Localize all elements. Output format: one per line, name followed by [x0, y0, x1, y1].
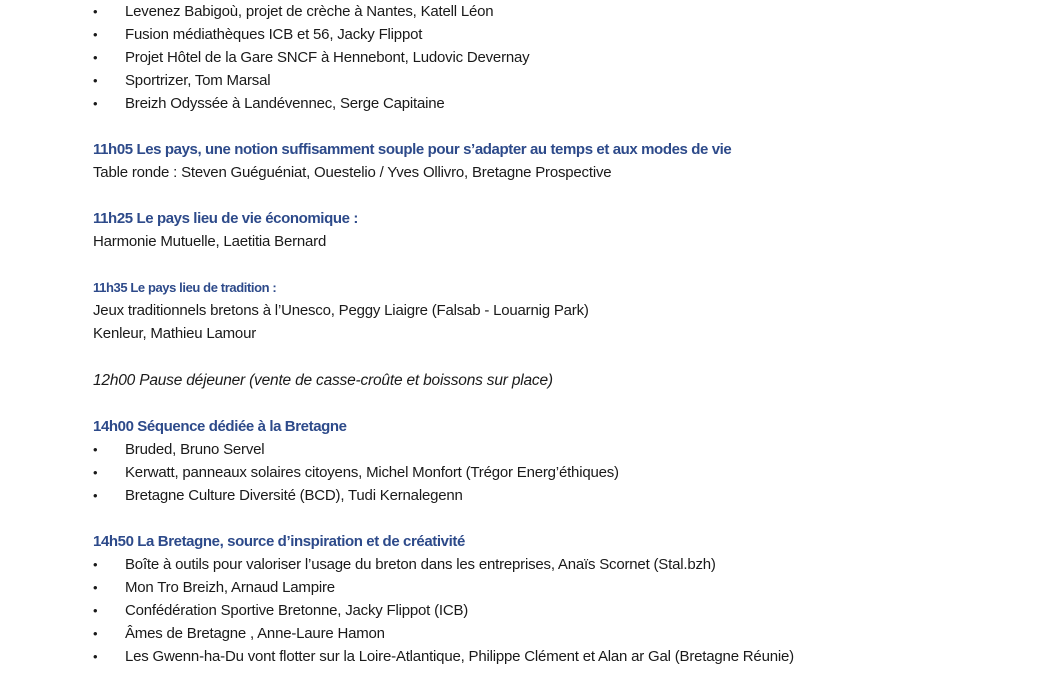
list-item: • Les Gwenn-ha-Du vont flotter sur la Loire-Atlantique, Philippe Clément et Alan ar Gal (Bretagne Réunie) — [93, 645, 1033, 668]
section-heading: 11h05 Les pays, une notion suffisamment souple pour s’adapter au temps et aux modes de vie — [93, 141, 732, 158]
creativite-section — [93, 530, 1033, 668]
pays-section — [93, 138, 1033, 184]
list-item: • Fusion médiathèques ICB et 56, Jacky Flippot — [93, 23, 1033, 46]
list-item: • Âmes de Bretagne , Anne-Laure Hamon — [93, 622, 1033, 645]
pause-section — [93, 369, 1033, 392]
section-heading: 11h25 Le pays lieu de vie économique : — [93, 210, 358, 227]
bullet-icon: • — [93, 27, 98, 42]
bullet-icon: • — [93, 4, 98, 19]
top-list-section — [93, 0, 1033, 115]
top-bullet-list — [93, 0, 1033, 115]
list-item: • Confédération Sportive Bretonne, Jacky Flippot (ICB) — [93, 599, 1033, 622]
section-heading: 11h35 Le pays lieu de tradition : — [93, 280, 277, 295]
bullet-icon: • — [93, 603, 98, 618]
list-item: • Bretagne Culture Diversité (BCD), Tudi Kernalegenn — [93, 484, 1033, 507]
pause-line: 12h00 Pause déjeuner (vente de casse-croûte et boissons sur place) — [93, 372, 553, 389]
section-line: Jeux traditionnels bretons à l’Unesco, Peggy Liaigre (Falsab - Louarnig Park) — [93, 302, 589, 319]
bullet-icon: • — [93, 73, 98, 88]
bullet-icon: • — [93, 465, 98, 480]
list-item: • Kerwatt, panneaux solaires citoyens, Michel Monfort (Trégor Energ’éthiques) — [93, 461, 1033, 484]
section-line: Table ronde : Steven Guéguéniat, Ouestelio / Yves Ollivro, Bretagne Prospective — [93, 164, 612, 181]
creativite-bullet-list — [93, 553, 1033, 668]
tradition-section — [93, 276, 1033, 345]
bullet-icon: • — [93, 50, 98, 65]
bretagne-bullet-list — [93, 438, 1033, 507]
bullet-icon: • — [93, 488, 98, 503]
bullet-icon: • — [93, 96, 98, 111]
bullet-icon: • — [93, 626, 98, 641]
list-item: • Sportrizer, Tom Marsal — [93, 69, 1033, 92]
list-item: • Mon Tro Breizh, Arnaud Lampire — [93, 576, 1033, 599]
section-heading: 14h50 La Bretagne, source d’inspiration et de créativité — [93, 533, 465, 550]
list-item: • Boîte à outils pour valoriser l’usage du breton dans les entreprises, Anaïs Scornet (Stal.bzh) — [93, 553, 1033, 576]
bretagne-section — [93, 415, 1033, 507]
bullet-icon: • — [93, 557, 98, 572]
section-heading: 14h00 Séquence dédiée à la Bretagne — [93, 418, 347, 435]
section-line: Harmonie Mutuelle, Laetitia Bernard — [93, 233, 327, 250]
list-item: • Projet Hôtel de la Gare SNCF à Hennebont, Ludovic Devernay — [93, 46, 1033, 69]
list-item: • Bruded, Bruno Servel — [93, 438, 1033, 461]
list-item: • Breizh Odyssée à Landévennec, Serge Capitaine — [93, 92, 1033, 115]
eco-section — [93, 207, 1033, 253]
bullet-icon: • — [93, 649, 98, 664]
list-item: • Levenez Babigoù, projet de crèche à Nantes, Katell Léon — [93, 0, 1033, 23]
bullet-icon: • — [93, 442, 98, 457]
bullet-icon: • — [93, 580, 98, 595]
section-line: Kenleur, Mathieu Lamour — [93, 325, 257, 342]
